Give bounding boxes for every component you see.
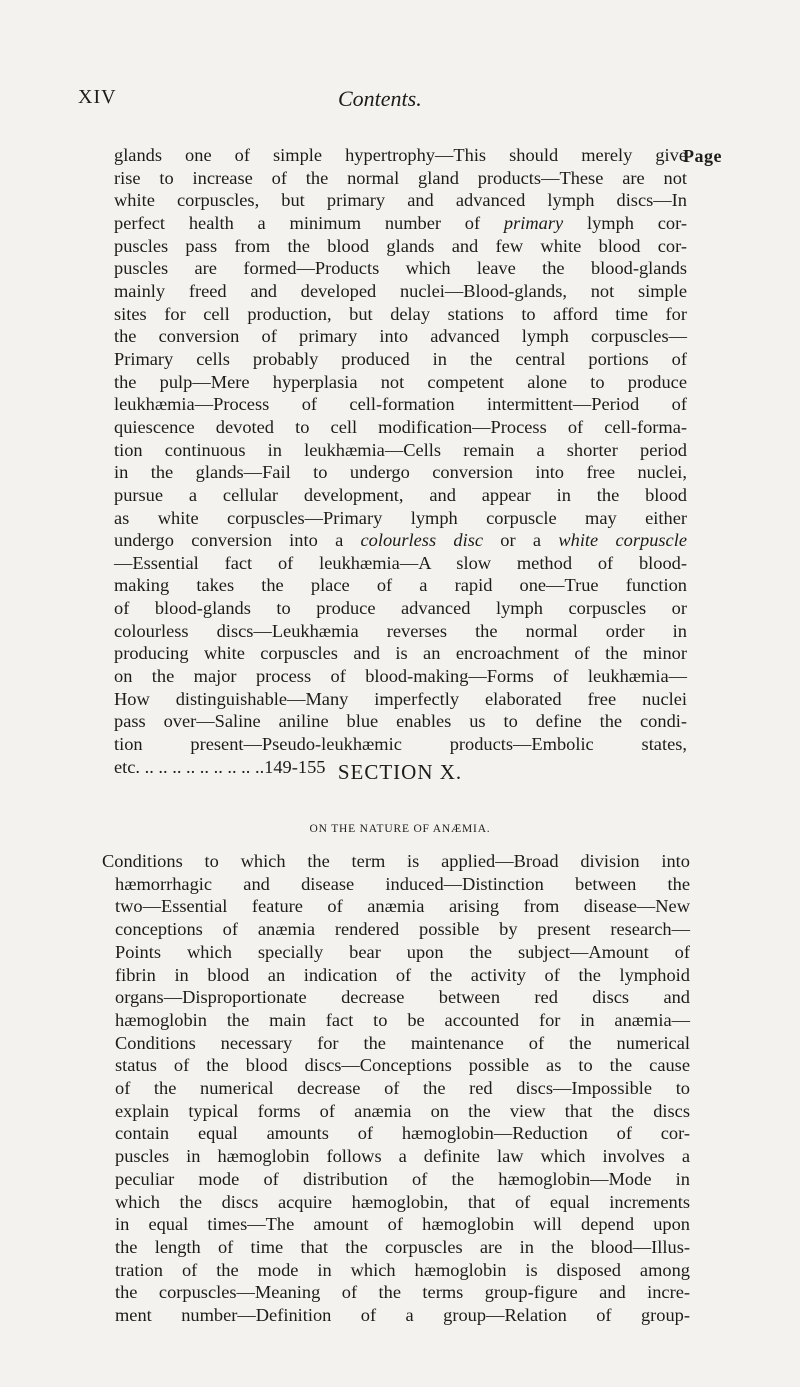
section-line: organs—Disproportionate decrease between red discs and	[115, 987, 690, 1008]
section-line: explain typical forms of anæmia on the view that the discs	[115, 1100, 690, 1121]
section-line: two—Essential feature of anæmia arising from disease—New	[115, 896, 690, 917]
section-line: fibrin in blood an indication of the activity of the lymphoid	[115, 964, 690, 985]
section-line: the corpuscles—Meaning of the terms group-figure and incre-	[115, 1282, 690, 1303]
entry-line: —Essential fact of leukhæmia—A slow method of blood-	[114, 552, 687, 573]
section-line: conceptions of anæmia rendered possible by present research—	[115, 919, 690, 940]
section-line: peculiar mode of distribution of the hæmoglobin—Mode in	[115, 1168, 690, 1189]
entry-line: How distinguishable—Many imperfectly elaborated free nuclei	[114, 688, 687, 709]
entry-line: white corpuscles, but primary and advanced lymph discs—In	[114, 190, 687, 211]
entry-line: puscles are formed—Products which leave the blood-glands	[114, 258, 687, 279]
section-line: the length of time that the corpuscles are in the blood—Illus-	[115, 1236, 690, 1257]
page-number: XIV	[78, 86, 117, 108]
entry-line: quiescence devoted to cell modification—Process of cell-forma-	[114, 416, 687, 437]
entry-line: glands one of simple hypertrophy—This should merely give	[114, 145, 687, 165]
entry-line: perfect health a minimum number of primary lymph cor-	[114, 212, 687, 233]
section-line: Conditions necessary for the maintenance of the numerical	[115, 1032, 690, 1053]
entry-line: tion present—Pseudo-leukhæmic products—Embolic states,	[114, 734, 687, 755]
entry-line: Primary cells probably produced in the central portions of	[114, 348, 687, 369]
entry-line: etc. .. .. .. .. .. .. .. .. ..149-155	[114, 756, 326, 777]
entry-line: mainly freed and developed nuclei—Blood-glands, not simple	[114, 280, 687, 301]
entry-line: undergo conversion into a colourless disc or a white corpuscle	[114, 530, 687, 551]
entry-line: producing white corpuscles and is an encroachment of the minor	[114, 643, 687, 664]
entry-line: of blood-glands to produce advanced lymph corpuscles or	[114, 598, 687, 619]
entry-line: making takes the place of a rapid one—True function	[114, 575, 687, 596]
entry-line: pursue a cellular development, and appear in the blood	[114, 484, 687, 505]
entry-line: in the glands—Fail to undergo conversion into free nuclei,	[114, 462, 687, 483]
entry-line: pass over—Saline aniline blue enables us to define the condi-	[114, 711, 687, 732]
section-synopsis	[102, 850, 690, 1327]
entry-line: leukhæmia—Process of cell-formation intermittent—Period of	[114, 394, 687, 415]
section-line: status of the blood discs—Conceptions possible as to the cause	[115, 1055, 690, 1076]
entry-line: colourless discs—Leukhæmia reverses the normal order in	[114, 620, 687, 641]
section-line: Conditions to which the term is applied—Broad division into	[102, 851, 690, 871]
section-line: tration of the mode in which hæmoglobin is disposed among	[115, 1259, 690, 1280]
entry-line: sites for cell production, but delay stations to afford time for	[114, 303, 687, 324]
section-line: Points which specially bear upon the subject—Amount of	[115, 941, 690, 962]
section-line: hæmorrhagic and disease induced—Distinction between the	[115, 873, 690, 894]
entry-line: as white corpuscles—Primary lymph corpuscle may either	[114, 507, 687, 528]
entry-line: on the major process of blood-making—Forms of leukhæmia—	[114, 666, 687, 687]
entry-line: the pulp—Mere hyperplasia not competent alone to produce	[114, 371, 687, 392]
section-line: puscles in hæmoglobin follows a definite law which involves a	[115, 1146, 690, 1167]
entry-line: puscles pass from the blood glands and few white blood cor-	[114, 235, 687, 256]
page-column-label: Page	[683, 146, 722, 166]
entry-line: tion continuous in leukhæmia—Cells remain a shorter period	[114, 439, 687, 460]
section-line: which the discs acquire hæmoglobin, that of equal increments	[115, 1191, 690, 1212]
running-title: Contents.	[338, 86, 422, 111]
section-heading: SECTION X.	[337, 760, 463, 784]
entry-line: rise to increase of the normal gland products—These are not	[114, 167, 687, 188]
section-line: of the numerical decrease of the red discs—Impossible to	[115, 1078, 690, 1099]
section-line: ment number—Definition of a group—Relation of group-	[115, 1305, 690, 1326]
section-line: contain equal amounts of hæmoglobin—Reduction of cor-	[115, 1123, 690, 1144]
entry-line: the conversion of primary into advanced lymph corpuscles—	[114, 326, 687, 347]
section-line: hæmoglobin the main fact to be accounted for in anæmia—	[115, 1009, 690, 1030]
page-header	[78, 86, 678, 116]
section-line: in equal times—The amount of hæmoglobin will depend upon	[115, 1214, 690, 1235]
section-subtitle: ON THE NATURE OF ANÆMIA.	[309, 823, 491, 835]
contents-entry	[114, 144, 687, 778]
